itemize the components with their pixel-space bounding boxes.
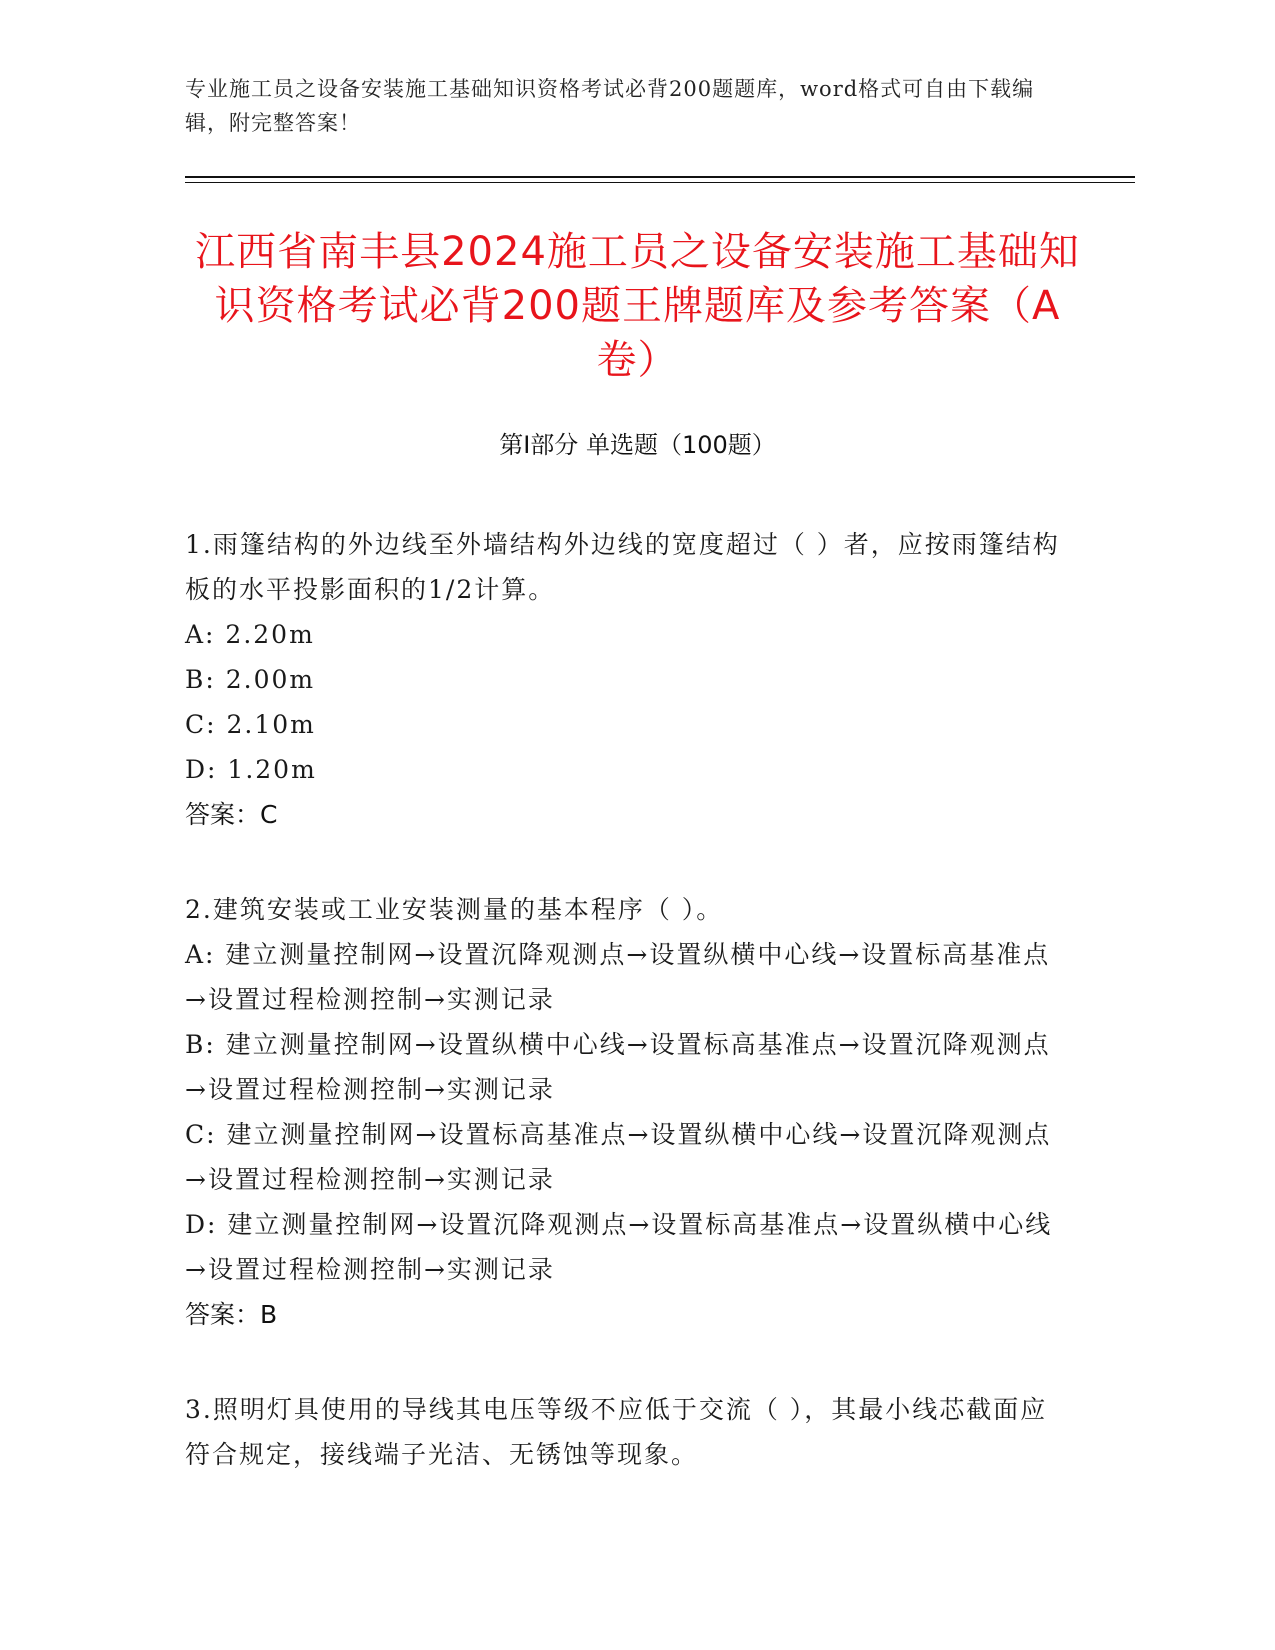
section-title: 第Ⅰ部分 单选题（100题） <box>499 431 776 459</box>
answer: 答案：B <box>185 1300 278 1329</box>
answer: 答案：C <box>185 800 278 829</box>
question-list <box>185 522 1065 1527</box>
option-b: B: 2.00m <box>185 665 316 694</box>
option-c: C: 2.10m <box>185 710 316 739</box>
question-1 <box>185 522 1065 837</box>
question-stem: 1.雨篷结构的外边线至外墙结构外边线的宽度超过（ ）者，应按雨篷结构板的水平投影面积的1/2计算。 <box>185 530 1060 604</box>
option-c: C: 建立测量控制网→设置标高基准点→设置纵横中心线→设置沉降观测点→设置过程检测控制→实测记录 <box>185 1120 1052 1194</box>
question-2 <box>185 887 1065 1337</box>
question-stem: 3.照明灯具使用的导线其电压等级不应低于交流（ ），其最小线芯截面应符合规定，接线端子光洁、无锈蚀等现象。 <box>185 1395 1048 1469</box>
option-a: A: 2.20m <box>185 620 315 649</box>
option-d: D: 1.20m <box>185 755 317 784</box>
header-rule-thick <box>185 176 1135 178</box>
header-rule-thin <box>185 182 1135 183</box>
option-d: D: 建立测量控制网→设置沉降观测点→设置标高基准点→设置纵横中心线→设置过程检测控制→实测记录 <box>185 1210 1053 1284</box>
option-a: A: 建立测量控制网→设置沉降观测点→设置纵横中心线→设置标高基准点→设置过程检测控制→实测记录 <box>185 940 1051 1014</box>
option-b: B: 建立测量控制网→设置纵横中心线→设置标高基准点→设置沉降观测点→设置过程检测控制→实测记录 <box>185 1030 1051 1104</box>
document-title: 江西省南丰县2024施工员之设备安装施工基础知识资格考试必背200题王牌题库及参考答案（A卷） <box>195 229 1080 383</box>
question-stem: 2.建筑安装或工业安装测量的基本程序（ ）。 <box>185 895 724 924</box>
header-note: 专业施工员之设备安装施工基础知识资格考试必背200题题库，word格式可自由下载编辑，附完整答案！ <box>185 77 1035 135</box>
question-3 <box>185 1387 1065 1477</box>
